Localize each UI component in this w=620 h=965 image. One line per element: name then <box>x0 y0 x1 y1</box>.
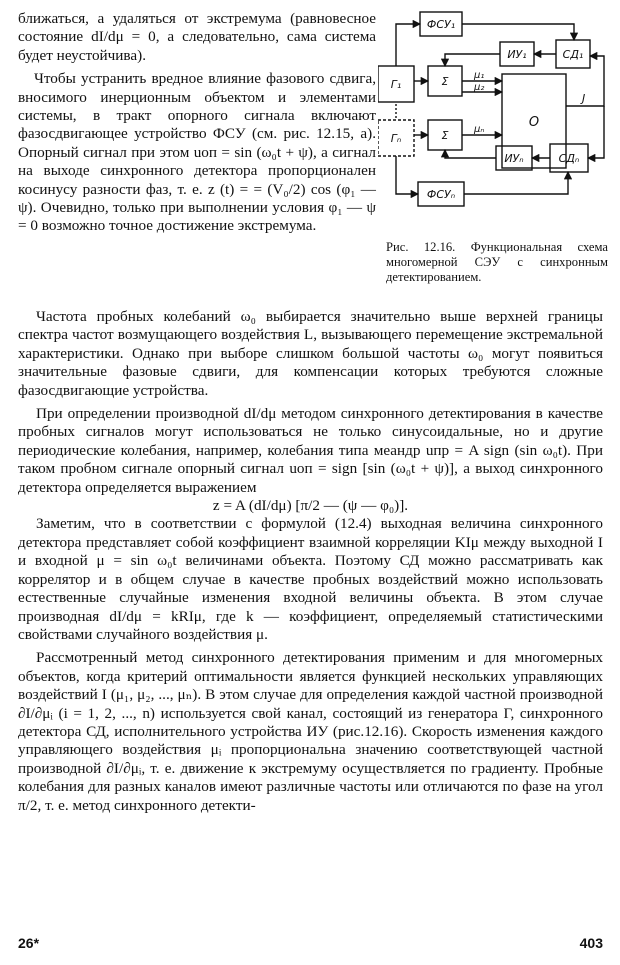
mu1-signal-label: μ₁ <box>474 70 485 81</box>
page-number: 403 <box>579 935 603 951</box>
paragraph-6: Рассмотренный метод синхронного детектирования применим и для многомерных объектов, когда критерий оптимальности является функцией нескольких управляющих воздействий I (μ₁, μ₂, ..., μₙ). В этом случае для определения каждой частной производной ∂I/∂μᵢ (i = 1, 2, ..., n) используется свой канал, состоящий из генератора Г, синхронного детектора СД, исполнительного устройства ИУ (рис.12.16). Скорость изменения каждого управляющего воздействия μᵢ пропорциональна значению соответствующей частной производной ∂I/∂μᵢ, т. е. движение к экстремуму осуществляется по градиенту. Пробные колебания для разных каналов имеют различные частоты или отличаются по фазе на угол π/2, т. е. метод синхронного детекти- <box>18 649 603 814</box>
figure-caption: Рис. 12.16. Функциональная схема многомерной СЭУ с синхронным детектированием. <box>386 240 608 285</box>
block-diagram-figure <box>378 4 610 236</box>
iun-label: ИУₙ <box>504 152 524 165</box>
paragraph-3: Частота пробных колебаний ω₀ выбирается значительно выше верхней границы спектра частот возмущающего воздействия L, вызывающего перемещение экстремальной характеристики. Однако при выборе слишком большой частоты ω₀ могут появиться значительные фазовые сдвиги, для компенсации которых требуются сложные фазосдвигающие устройства. <box>18 308 603 399</box>
fsun-label: ФСУₙ <box>426 188 456 201</box>
iu1-label: ИУ₁ <box>507 48 527 61</box>
paragraph-1: ближаться, а удаляться от экстремума (равновесное состояние dI/dμ = 0, а следовательно, сама система будет неустойчива). <box>18 10 376 64</box>
sd1-label: СД₁ <box>562 48 584 61</box>
gn-label: Гₙ <box>390 132 402 145</box>
j-output-label: J <box>582 92 586 105</box>
full-width-text <box>18 308 603 815</box>
mu2-signal-label: μ₂ <box>474 82 485 93</box>
g1-label: Г₁ <box>390 78 402 91</box>
object-label: О <box>528 115 540 130</box>
paragraph-2: Чтобы устранить вредное влияние фазового сдвига, вносимого инерционным объектом и элементами системы, в тракт опорного сигнала включают фазосдвигающее устройство ФСУ (см. рис. 12.15, а). Опорный сигнал при этом uоп = sin (ω₀t + ψ), а сигнал на выходе синхронного детектора пропорционален косинусу разности фаз, т. е. z (t) = = (V₀/2) cos (φ₁ — ψ). Очевидно, только при выполнении условия φ₁ — ψ = 0 возможно точное достижение экстремума. <box>18 70 376 235</box>
paragraph-5: Заметим, что в соответствии с формулой (12.4) выходная величина синхронного детектора представляет собой коэффициент взаимной корреляции KIμ между выходной I и входной μ = sin ω₀t величинами объекта. Поэтому СД можно рассматривать как коррелятор и в общем случае в качестве пробных воздействий можно использовать естественные случайные изменения входной величины объекта. В этом случае производная dI/dμ = kRIμ, где k — коэффициент, определяемый статистическими свойствами случайного воздействия μ. <box>18 515 603 643</box>
fsu1-label: ФСУ₁ <box>426 18 456 31</box>
paragraph-4: При определении производной dI/dμ методом синхронного детектирования в качестве пробных сигналов могут использоваться не только синусоидальные, но и другие периодические колебания, например, колебания типа меандр uпр = A sign (sin ω₀t). При таком пробном сигнале опорный сигнал uоп = sign [sin (ω₀t + ψ)], а выход синхронного детектора определяется выражением <box>18 405 603 496</box>
formula: z = A (dI/dμ) [π/2 — (ψ — φ₀)]. <box>212 497 409 515</box>
left-column-text <box>18 10 376 236</box>
sdn-label: СДₙ <box>558 152 580 165</box>
mun-signal-label: μₙ <box>474 124 485 135</box>
sum1-label: Σ <box>441 75 449 88</box>
page-footer <box>18 935 603 951</box>
signature-mark: 26* <box>18 935 40 951</box>
sumn-label: Σ <box>441 129 449 142</box>
